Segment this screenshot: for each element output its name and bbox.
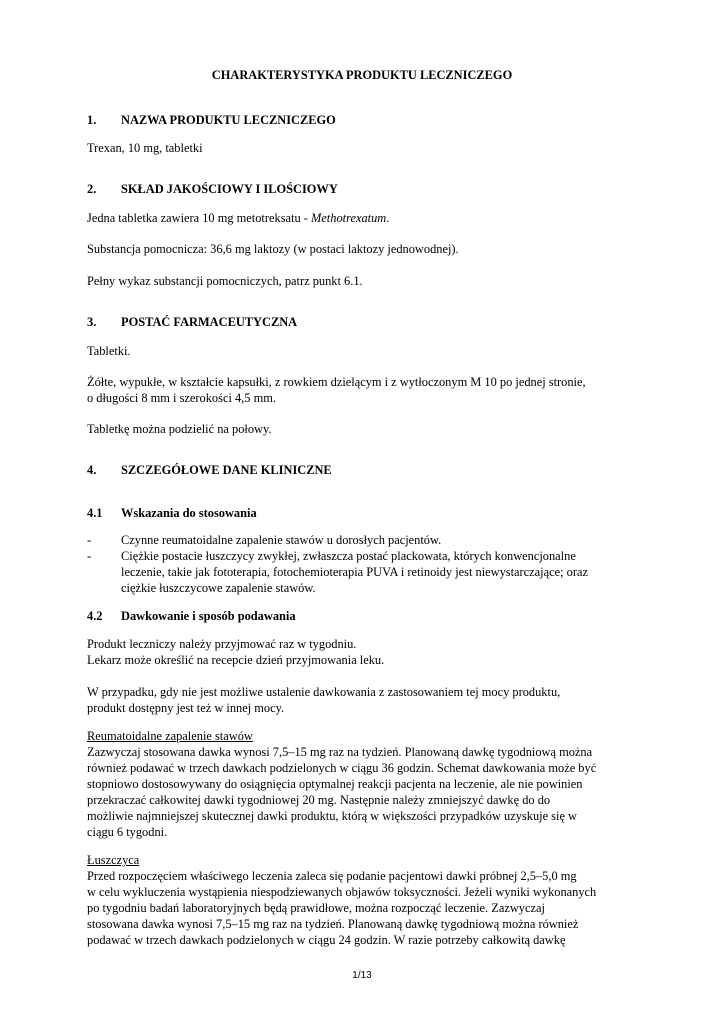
section-title: Dawkowanie i sposób podawania (121, 609, 296, 623)
bullet-dash: - (87, 549, 92, 563)
text-line: W przypadku, gdy nie jest możliwe ustalenie dawkowania z zastosowaniem tej mocy produktu, (87, 685, 561, 699)
text-line: również podawać w trzech dawkach podzielonych w ciągu 36 godzin. Schemat dawkowania może być (87, 761, 597, 775)
other-strength-paragraph (87, 684, 647, 716)
bullet-dash: - (87, 533, 92, 547)
section-number: 4.1 (87, 506, 103, 520)
section-title: POSTAĆ FARMACEUTYCZNA (121, 315, 298, 329)
substance-latin-name: Methotrexatum (310, 211, 387, 225)
dosing-frequency-paragraph (87, 636, 647, 668)
text-line: Zazwyczaj stosowana dawka wynosi 7,5–15 mg raz na tydzień. Planowaną dawkę tygodniową można (87, 745, 593, 759)
document-title: CHARAKTERYSTYKA PRODUKTU LECZNICZEGO (211, 68, 513, 82)
text-line: Produkt leczniczy należy przyjmować raz w tygodniu. (87, 637, 357, 651)
section-number: 4.2 (87, 609, 103, 623)
composition-text: Jedna tabletka zawiera 10 mg metotreksatu - (87, 211, 311, 225)
list-item (87, 532, 647, 548)
text-line: stopniowo dostosowywany do osiągnięcia optymalnej reakcji pacjenta na leczenie, ale nie powinien (87, 777, 583, 791)
section-title: SZCZEGÓŁOWE DANE KLINICZNE (121, 463, 332, 477)
text-line: stosowana dawka wynosi 7,5–15 mg raz na tydzień. Planowaną dawkę tygodniową można również (87, 917, 579, 931)
psoriasis-dosing-block (87, 852, 647, 948)
text-line: po tygodniu badań laboratoryjnych będą prawidłowe, można rozpocząć leczenie. Zazwyczaj (87, 901, 545, 915)
section-title: Wskazania do stosowania (121, 506, 257, 520)
text-line: Przed rozpoczęciem właściwego leczenia zaleca się podanie pacjentowi dawki próbnej 2,5–5,0 mg (87, 869, 577, 883)
appearance-paragraph (87, 374, 647, 406)
section-number: 3. (87, 315, 97, 329)
text-line: podawać w trzech dawkach podzielonych w ciągu 24 godzin. W razie potrzeby całkowitą dawkę (87, 933, 566, 947)
text-line: w celu wykluczenia wystąpienia niespodziewanych objawów toksyczności. Jeżeli wyniki wykonanych (87, 885, 597, 899)
text-line: Lekarz może określić na recepcie dzień przyjmowania leku. (87, 653, 385, 667)
section-title: NAZWA PRODUKTU LECZNICZEGO (121, 113, 336, 127)
text-line: ciężkie łuszczycowe zapalenie stawów. (121, 581, 316, 595)
section-4-heading (87, 462, 332, 478)
section-4-1-heading (87, 505, 257, 521)
text-line: możliwie najmniejszej skutecznej dawki produktu, którą w większości przypadków uzyskuje się w (87, 809, 577, 823)
page-number: 1/13 (352, 970, 372, 981)
form-paragraph: Tabletki. (87, 344, 131, 358)
product-name: Trexan, 10 mg, tabletki (87, 141, 203, 155)
composition-period: . (386, 211, 390, 225)
section-2-heading (87, 181, 338, 197)
subsection-heading: Łuszczyca (87, 853, 140, 867)
text-line: Ciężkie postacie łuszczycy zwykłej, zwłaszcza postać plackowata, których konwencjonalne (121, 549, 576, 563)
text-line: przekraczać całkowitej dawki tygodniowej 20 mg. Następnie należy zmniejszyć dawkę do do (87, 793, 551, 807)
divisibility-paragraph: Tabletkę można podzielić na połowy. (87, 422, 272, 436)
section-number: 4. (87, 463, 97, 477)
text-line: leczenie, takie jak fototerapia, fotochemioterapia PUVA i retinoidy jest niewystarczające; oraz (121, 565, 588, 579)
excipient-reference: Pełny wykaz substancji pomocniczych, patrz punkt 6.1. (87, 274, 363, 288)
text-line: produkt dostępny jest też w innej mocy. (87, 701, 285, 715)
text-line: o długości 8 mm i szerokości 4,5 mm. (87, 391, 276, 405)
section-number: 2. (87, 182, 97, 196)
text-line: ciągu 6 tygodni. (87, 825, 168, 839)
text-line: Żółte, wypukłe, w kształcie kapsułki, z rowkiem dzielącym i z wytłoczonym M 10 po jednej stronie, (87, 375, 586, 389)
section-title: SKŁAD JAKOŚCIOWY I ILOŚCIOWY (121, 182, 338, 196)
excipient-paragraph: Substancja pomocnicza: 36,6 mg laktozy (w postaci laktozy jednowodnej). (87, 242, 459, 256)
composition-paragraph (87, 210, 647, 226)
section-1-heading (87, 112, 336, 128)
section-3-heading (87, 314, 297, 330)
section-4-2-heading (87, 608, 296, 624)
list-item (87, 548, 647, 596)
ra-dosing-block (87, 728, 647, 840)
subsection-heading: Reumatoidalne zapalenie stawów (87, 729, 253, 743)
text-line: Czynne reumatoidalne zapalenie stawów u dorosłych pacjentów. (121, 533, 442, 547)
section-number: 1. (87, 113, 97, 127)
